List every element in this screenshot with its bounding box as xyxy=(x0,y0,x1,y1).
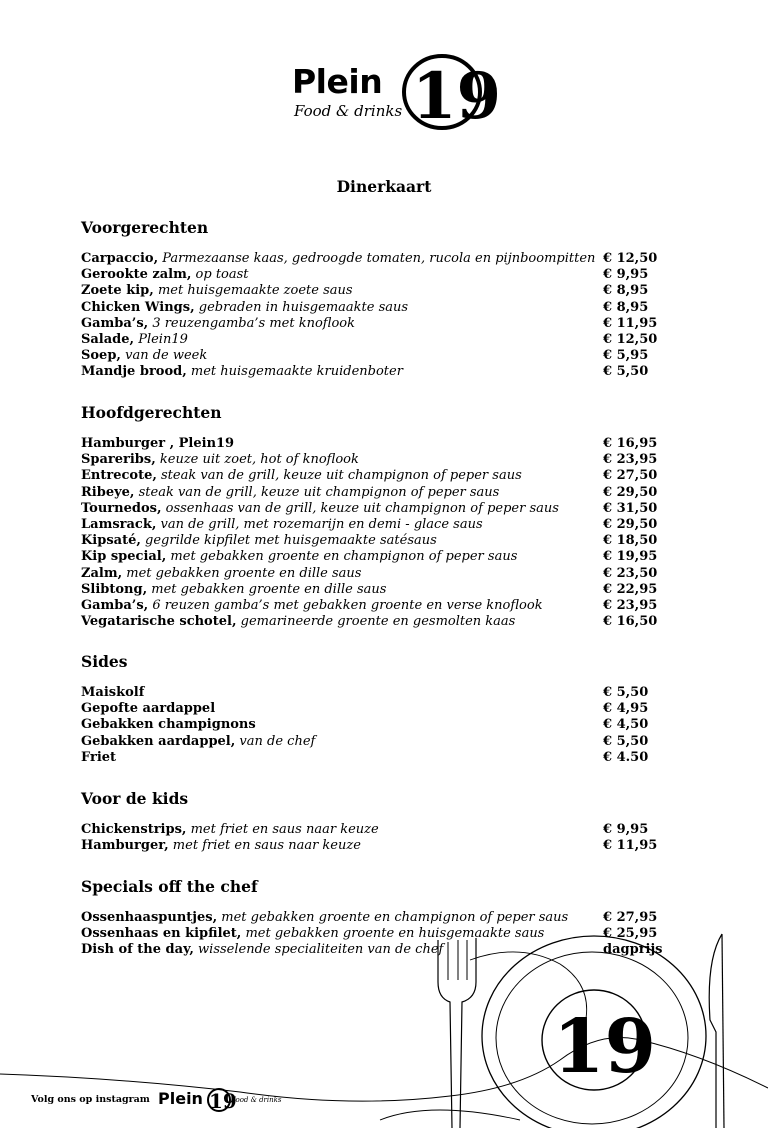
instagram-prompt: Volg ons op instagram xyxy=(31,1094,150,1105)
section-heading: Hoofdgerechten xyxy=(81,403,222,422)
menu-item xyxy=(81,734,681,750)
menu-item xyxy=(81,685,681,701)
footer-logo-tagline: Food & drinks xyxy=(231,1096,282,1104)
menu-item-description: van de chef xyxy=(239,733,316,749)
menu-item-price: € 5,50 xyxy=(603,733,649,749)
restaurant-logo xyxy=(288,52,502,134)
menu-item xyxy=(81,300,681,316)
menu-item-name: Vegatarische schotel, xyxy=(81,614,237,630)
menu-item-name: Spareribs, xyxy=(81,452,156,468)
menu-item xyxy=(81,348,681,364)
menu-item xyxy=(81,251,681,267)
menu-item-price: € 5,50 xyxy=(603,364,649,380)
menu-item-name: Lamsrack, xyxy=(81,516,157,532)
footer-logo-mark xyxy=(202,1087,237,1113)
menu-item xyxy=(81,485,681,501)
menu-item xyxy=(81,436,681,452)
menu-item-description: met gebakken groente en dille saus xyxy=(151,581,387,597)
menu-item-description: gebraden in huisgemaakte saus xyxy=(198,299,409,315)
menu-item-price: € 16,95 xyxy=(603,436,658,451)
section-voorgerechten xyxy=(81,218,681,381)
menu-item-description: keuze uit zoet, hot of knoflook xyxy=(159,452,359,468)
menu-item xyxy=(81,332,681,348)
menu-item xyxy=(81,926,681,942)
menu-item-name: Zalm, xyxy=(81,565,123,581)
menu-item-name: Chickenstrips, xyxy=(81,822,187,837)
menu-item-price: € 9,95 xyxy=(603,822,649,837)
menu-item xyxy=(81,598,681,614)
menu-item-name: Chicken Wings, xyxy=(81,299,195,315)
section-voor-de-kids xyxy=(81,789,681,854)
menu-item-price: € 4,50 xyxy=(603,717,649,733)
menu-item-price: € 29,50 xyxy=(603,516,658,532)
menu-item-name: Kipsaté, xyxy=(81,533,141,549)
menu-item-name: Maiskolf xyxy=(81,685,145,700)
menu-item-price: € 29,50 xyxy=(603,484,658,500)
footer-logo-brand: Plein xyxy=(158,1089,203,1108)
menu-item-price: € 16,50 xyxy=(603,614,658,630)
menu-item xyxy=(81,468,681,484)
menu-item-description: met gebakken groente en dille saus xyxy=(126,565,362,581)
menu-item-price: dagprijs xyxy=(603,942,663,958)
menu-item-description: gegrilde kipfilet met huisgemaakte satésaus xyxy=(145,533,437,549)
menu-item xyxy=(81,501,681,517)
menu-item-name: Salade, xyxy=(81,331,135,347)
menu-item-name: Tournedos, xyxy=(81,500,162,516)
menu-item-description: met gebakken groente en champignon of peper saus xyxy=(221,910,569,925)
menu-item-description: Parmezaanse kaas, gedroogde tomaten, rucola en pijnboompitten xyxy=(162,251,596,266)
menu-item-name: Kip special, xyxy=(81,549,167,565)
menu-item-price: € 25,95 xyxy=(603,926,658,942)
menu-item-description: steak van de grill, keuze uit champignon of peper saus xyxy=(138,484,500,500)
section-heading: Voorgerechten xyxy=(81,218,209,237)
section-sides xyxy=(81,652,681,766)
menu-item xyxy=(81,364,681,380)
menu-item-price: € 31,50 xyxy=(603,500,658,516)
menu-item-name: Gamba’s, xyxy=(81,315,149,331)
menu-item xyxy=(81,822,681,838)
menu-item xyxy=(81,533,681,549)
section-heading: Specials off the chef xyxy=(81,877,258,896)
menu-item-description: gemarineerde groente en gesmolten kaas xyxy=(240,614,516,630)
menu-item-name: Gerookte zalm, xyxy=(81,267,192,283)
menu-item-description: met gebakken groente en champignon of peper saus xyxy=(170,549,518,565)
menu-item-description: van de week xyxy=(125,348,208,364)
logo-19-mark xyxy=(384,52,502,134)
section-hoofdgerechten xyxy=(81,403,681,630)
menu-item-description: op toast xyxy=(195,267,249,283)
menu-item-name: Ossenhaaspuntjes, xyxy=(81,910,218,925)
menu-item-price: € 12,50 xyxy=(603,251,658,266)
menu-item-price: € 11,95 xyxy=(603,838,658,854)
menu-item xyxy=(81,701,681,717)
section-heading: Sides xyxy=(81,652,128,671)
menu-item-name: Gamba’s, xyxy=(81,597,149,613)
logo-brand: Plein xyxy=(292,62,383,101)
menu-item-name: Entrecote, xyxy=(81,468,157,484)
menu-item xyxy=(81,517,681,533)
menu-item xyxy=(81,942,681,958)
menu-item-price: € 27,50 xyxy=(603,468,658,484)
menu-item xyxy=(81,582,681,598)
menu-item-price: € 5,95 xyxy=(603,348,649,364)
menu-item-name: Ribeye, xyxy=(81,484,135,500)
menu-item xyxy=(81,549,681,565)
menu-item-description: van de grill, met rozemarijn en demi - glace saus xyxy=(160,516,483,532)
menu-item-description: met friet en saus naar keuze xyxy=(190,822,379,837)
menu-item-name: Gebakken champignons xyxy=(81,717,256,733)
menu-item-description: met huisgemaakte zoete saus xyxy=(157,283,353,299)
menu-item-price: € 12,50 xyxy=(603,331,658,347)
menu-item-price: € 23,50 xyxy=(603,565,658,581)
footer-logo xyxy=(158,1088,283,1114)
menu-item-name: Mandje brood, xyxy=(81,364,187,380)
menu-item-name: Gepofte aardappel xyxy=(81,701,216,717)
menu-item-description: 3 reuzengamba’s met knoflook xyxy=(152,315,355,331)
menu-item-price: € 19,95 xyxy=(603,549,658,565)
menu-item-name: Friet xyxy=(81,749,117,765)
menu-item-description: met friet en saus naar keuze xyxy=(172,838,361,854)
menu-item-name: Carpaccio, xyxy=(81,251,159,266)
menu-item xyxy=(81,717,681,733)
menu-item-description: 6 reuzen gamba’s met gebakken groente en verse knoflook xyxy=(152,597,543,613)
menu-item-price: € 18,50 xyxy=(603,533,658,549)
menu-item-price: € 23,95 xyxy=(603,597,658,613)
menu-item-name: Slibtong, xyxy=(81,581,148,597)
menu-title: Dinerkaart xyxy=(336,177,432,196)
menu-item-price: € 11,95 xyxy=(603,315,658,331)
section-heading: Voor de kids xyxy=(81,789,189,808)
menu-item-name: Zoete kip, xyxy=(81,283,154,299)
menu-item xyxy=(81,267,681,283)
menu-item-description: met huisgemaakte kruidenboter xyxy=(190,364,403,380)
menu-item-price: € 23,95 xyxy=(603,452,658,468)
menu-item-price: € 8,95 xyxy=(603,299,649,315)
menu-item-description: steak van de grill, keuze uit champignon of peper saus xyxy=(161,468,522,484)
menu-item-price: € 5,50 xyxy=(603,685,649,700)
menu-item xyxy=(81,452,681,468)
footer-mark-text: 19 xyxy=(209,1089,237,1113)
menu-item-name: Hamburger, xyxy=(81,838,169,854)
section-specials xyxy=(81,877,681,959)
plate-mark-text: 19 xyxy=(553,1004,656,1090)
menu-item-name: Dish of the day, xyxy=(81,942,194,958)
menu-item-name: Ossenhaas en kipfilet, xyxy=(81,926,242,942)
menu-item-description: wisselende specialiteiten van de chef xyxy=(198,942,444,958)
menu-item-price: € 4.50 xyxy=(603,749,649,765)
menu-item-name: Soep, xyxy=(81,348,121,364)
menu-item-price: € 27,95 xyxy=(603,910,658,925)
menu-item xyxy=(81,910,681,926)
menu-item-name: Gebakken aardappel, xyxy=(81,733,236,749)
menu-item xyxy=(81,838,681,854)
menu-item-price: € 9,95 xyxy=(603,267,649,283)
menu-item xyxy=(81,750,681,766)
menu-item xyxy=(81,614,681,630)
menu-item xyxy=(81,566,681,582)
menu-item-price: € 22,95 xyxy=(603,581,658,597)
menu-item-name: Hamburger , Plein19 xyxy=(81,436,235,451)
menu-item xyxy=(81,316,681,332)
menu-item-price: € 4,95 xyxy=(603,701,649,717)
menu-item-description: Plein19 xyxy=(138,331,188,347)
logo-mark-text: 19 xyxy=(412,59,502,134)
menu-item-description: ossenhaas van de grill, keuze uit champignon of peper saus xyxy=(165,500,559,516)
menu-item xyxy=(81,283,681,299)
logo-tagline: Food & drinks xyxy=(294,102,403,120)
menu-item-price: € 8,95 xyxy=(603,283,649,299)
menu-item-description: met gebakken groente en huisgemaakte saus xyxy=(245,926,545,942)
